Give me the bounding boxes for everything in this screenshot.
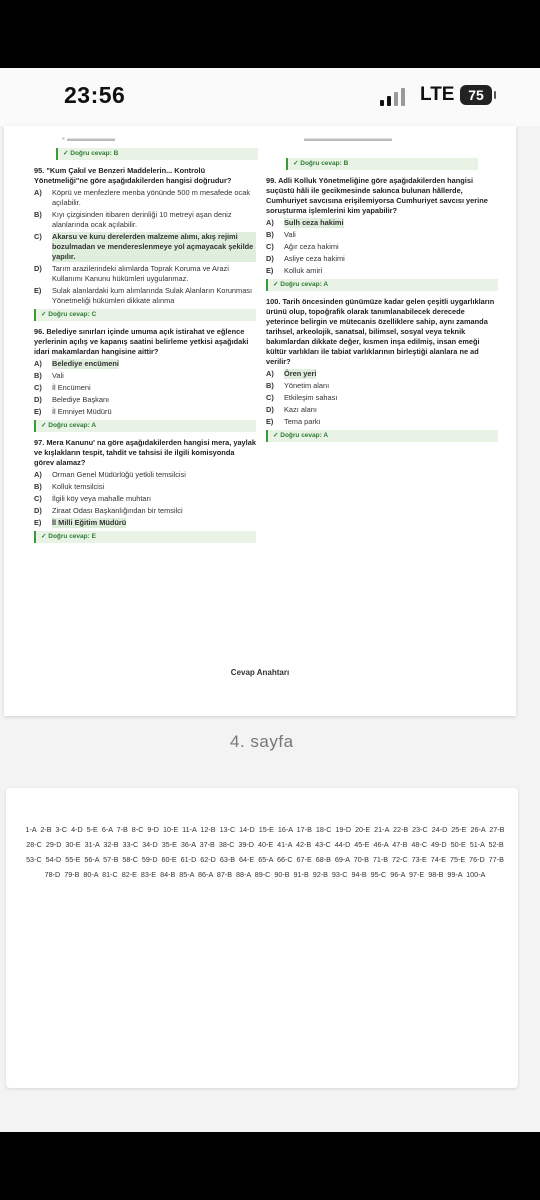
option-text: Tema parkı [284,417,321,426]
correct-answer-badge: ✓ Doğru cevap: C [34,309,256,321]
option-text: Belediye Başkanı [52,395,110,404]
answer-option [266,254,498,264]
option-letter: D) [34,506,42,515]
answer-option [34,232,256,262]
answer-option [266,230,498,240]
option-text: Asliye ceza hakimi [284,254,345,263]
question-96 [34,327,256,432]
answer-key-title: Cevap Anahtarı [230,668,290,677]
option-text: Kıyı çizgisinden itibaren derinliği 10 metreyi aşan deniz alanlarında ocak açılabilir. [52,210,232,229]
option-text: İl Encümeni [52,383,91,392]
answer-option [266,218,498,228]
option-letter: E) [34,286,42,295]
answer-option [34,188,256,208]
status-time: 23:56 [64,82,126,108]
option-letter: E) [34,518,42,527]
question-body: Tarih öncesinden günümüze kadar gelen çeşitli uygarlıkların ürünü olup, topoğrafik olarak tanımlanabilecek derecede yeterince belirgin ve mütecanis özelliklere sahip, aynı zamanda tarihsel, arkeolojik, sanatsal, bilimsel, sosyal veya teknik bakımlardan dikkate değer, kısmen inşa edilmiş, insan emeği kültür varlıkları ile tabiat varlıklarının birleştiği alanlara ne ad verilir? [266,297,495,366]
option-text: Kolluk temsilcisi [52,482,105,491]
answer-option [34,482,256,492]
question-body: Adli Kolluk Yönetmeliğine göre aşağıdakilerden hangisi suçüstü hâli ile gecikmesinde sakınca bulunan hâllerde, Cumhuriyet savcısına erişilemiyorsa Cumhuriyet savcısı yerine soruşturma işlemlerini kim yapabilir? [266,176,488,215]
option-text: Akarsu ve kuru derelerden malzeme alımı, akış rejimi bozulmadan ve mendereslenmeye yol açmayacak şekilde yapılır. [52,232,256,262]
option-letter: E) [266,417,274,426]
bottom-black-bar [0,1132,540,1200]
answer-option [34,518,256,528]
question-number: 96. [34,327,45,336]
option-letter: B) [34,482,42,491]
option-letter: E) [266,266,274,275]
option-text: Belediye encümeni [52,359,119,368]
option-text: Orman Genel Müdürlüğü yetkili temsilcisi [52,470,186,479]
question-100 [266,297,498,442]
option-letter: B) [266,381,274,390]
option-text: Ören yeri [284,369,317,378]
prev-answer-right: ✓ Doğru cevap: B [286,158,478,170]
faded-prev-text: ▪ ▬▬▬▬▬▬ [62,134,116,143]
option-text: Kolluk amiri [284,266,323,275]
question-number: 100. [266,297,281,306]
answer-option [34,210,256,230]
question-97 [34,438,256,543]
question-95 [34,166,256,321]
question-text [34,327,256,357]
network-label: LTE [420,84,455,105]
question-99 [266,176,498,291]
right-question-column [266,158,498,448]
option-letter: D) [266,405,274,414]
option-letter: D) [266,254,274,263]
option-text: Vali [284,230,296,239]
answer-option [34,506,256,516]
answer-option [34,470,256,480]
answer-option [266,393,498,403]
correct-answer-badge: ✓ Doğru cevap: A [266,430,498,442]
option-letter: A) [34,359,42,368]
faded-prev-text-right: ▬▬▬▬▬▬▬▬▬▬▬ [304,134,392,143]
answer-option [266,381,498,391]
answer-option [34,407,256,417]
option-letter: C) [34,232,42,241]
question-body: "Kum Çakıl ve Benzeri Maddelerin... Kontrolü Yönetmeliği"ne göre aşağıdakilerden hangisi doğrudur? [34,166,232,185]
answer-option [34,383,256,393]
option-text: Kazı alanı [284,405,317,414]
answer-option [266,266,498,276]
option-text: Ağır ceza hakimi [284,242,339,251]
answer-option [266,405,498,415]
answer-option [34,264,256,284]
option-text: Köprü ve menfezlere menba yönünde 500 m mesafede ocak açılabilir. [52,188,251,207]
answer-option [34,371,256,381]
document-page [4,126,516,716]
option-text: Vali [52,371,64,380]
option-text: Sulh ceza hakimi [284,218,344,227]
question-text [266,297,498,367]
signal-icon [380,88,410,106]
correct-answer-badge: ✓ Doğru cevap: A [34,420,256,432]
left-question-column [34,148,256,549]
answer-key-card [6,788,518,1088]
question-number: 95. [34,166,45,175]
correct-answer-badge: ✓ Doğru cevap: A [266,279,498,291]
option-text: İlgili köy veya mahalle muhtarı [52,494,151,503]
question-body: Mera Kanunu' na göre aşağıdakilerden hangisi mera, yaylak ve kışlakların tespit, tahdit ve tahsisi ile ilgili komisyonda görev alamaz? [34,438,256,467]
option-letter: A) [266,369,274,378]
correct-answer-badge: ✓ Doğru cevap: E [34,531,256,543]
option-letter: B) [266,230,274,239]
answer-option [34,359,256,369]
option-letter: D) [34,395,42,404]
battery-icon: 75 [460,85,492,105]
question-number: 99. [266,176,277,185]
option-text: Yönetim alanı [284,381,330,390]
option-text: İl Milli Eğitim Müdürü [52,518,127,527]
top-black-bar [0,0,540,68]
option-letter: C) [266,242,274,251]
answer-key-list: 1-A 2-B 3-C 4-D 5-E 6-A 7-B 8-C 9-D 10-E 11-A 12-B 13-C 14-D 15-E 16-A 17-B 18-C 19-D 20-E 21-A 22-B 23-C 24-D 25-E 26-A 27-B 28-C 29-D 30-E 31-A 32-B 33-C 34-D 35-E 36-A 37-B 38-C 39-D 40-E 41-A 42-B 43-C 44-D 45-E 46-A 47-B 48-C 49-D 50-E 51-A 52-B 53-C 54-D 55-E 56-A 57-B 58-C 59-D 60-E 61-D 62-D 63-B 64-E 65-A 66-C 67-E 68-B 69-A 70-B 71-B 72-C 73-E 74-E 75-E 76-D 77-B 78-D 79-B 80-A 81-C 82-E 83-E 84-B 85-A 86-A 87-B 88-A 89-C 90-B 91-B 92-B 93-C 94-B 95-C 96-A 97-E 98-B 99-A 100-A [25,825,505,879]
answer-option [34,494,256,504]
status-bar [0,68,540,126]
question-text [34,166,256,186]
option-text: İl Emniyet Müdürü [52,407,112,416]
option-letter: E) [34,407,42,416]
option-letter: D) [34,264,42,273]
question-number: 97. [34,438,45,447]
answer-option [266,417,498,427]
option-letter: A) [266,218,274,227]
option-text: Ziraat Odası Başkanlığından bir temsilci [52,506,183,515]
option-letter: C) [34,494,42,503]
option-letter: B) [34,210,42,219]
option-letter: A) [34,188,42,197]
question-body: Belediye sınırları içinde umuma açık istirahat ve eğlence yerlerinin açılış ve kapanış saatini belirleme yetkisi aşağıdaki idari makamlardan hangisine aittir? [34,327,249,356]
answer-option [34,395,256,405]
option-text: Sulak alanlardaki kum alımlarında Sulak Alanların Korunması Yönetmeliği hükümleri dikkate alınma [52,286,253,305]
answer-option [34,286,256,306]
answer-option [266,242,498,252]
option-text: Tarım arazilerindeki alımlarda Toprak Koruma ve Arazi Kullanımı Kanunu hükümleri uygulanmaz. [52,264,229,283]
answer-option [266,369,498,379]
option-letter: A) [34,470,42,479]
option-text: Etkileşim sahası [284,393,338,402]
question-text [34,438,256,468]
option-letter: C) [266,393,274,402]
option-letter: B) [34,371,42,380]
question-text [266,176,498,216]
prev-answer-left: ✓ Doğru cevap: B [56,148,258,160]
option-letter: C) [34,383,42,392]
page-number-label: 4. sayfa [230,732,294,751]
